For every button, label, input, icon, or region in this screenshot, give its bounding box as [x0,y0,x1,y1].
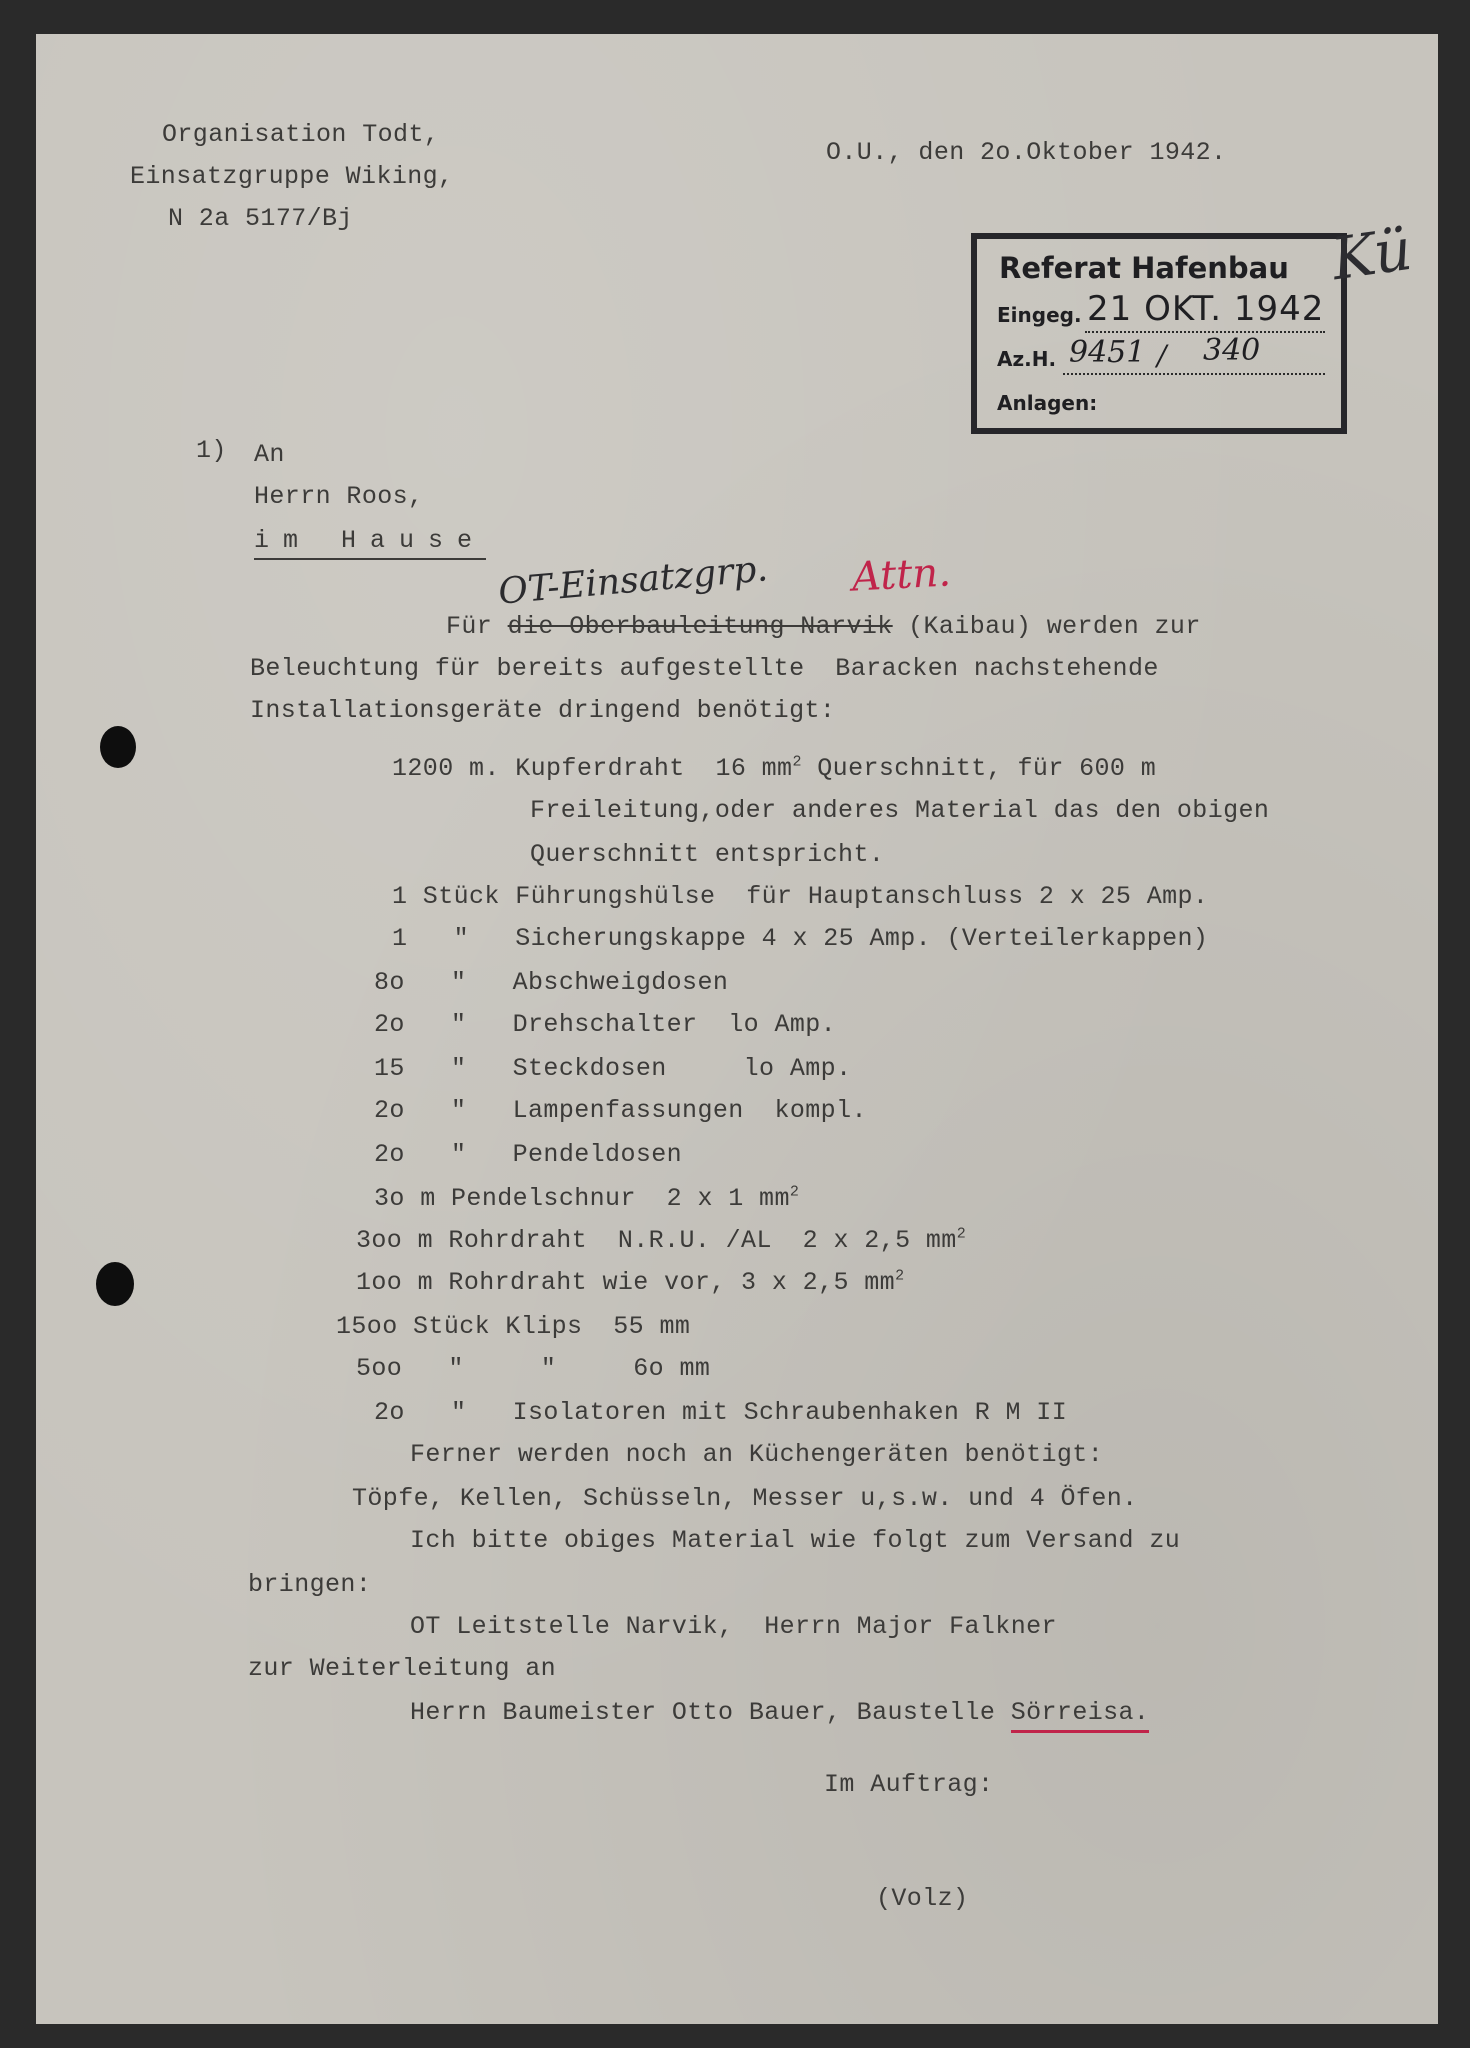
closing-line-7 [410,1698,1149,1728]
intro-line-2: Beleuchtung für bereits aufgestellte Baracken nachstehende [250,654,1159,683]
intro-line-1 [446,612,1201,642]
punch-hole-top [100,726,136,768]
item-row-4: 8o " Abschweigdosen [374,968,729,997]
address-number: 1) [196,436,227,465]
item-row-9-text: 3o m Pendelschnur 2 x 1 mm [374,1184,790,1213]
item-row-1 [392,754,1156,784]
closing-line-7-start: Herrn Baumeister Otto Bauer, Baustelle [410,1698,1011,1727]
intro-struck-text: die Oberbauleitung Narvik [507,612,893,641]
stamp-file-number: 9451 [1069,335,1146,370]
stamp-received-date: 21 OKT. 1942 [1087,289,1325,329]
item-row-1b: Freileitung,oder anderes Material das den obigen [530,796,1270,825]
stamp-file-label: Az.H. [997,347,1057,371]
address-to: An [254,440,285,469]
destination-place: Sörreisa. [1011,1698,1150,1733]
sender-line-1: Organisation Todt, [162,120,440,149]
intro-line-1-end: (Kaibau) werden zur [908,612,1201,641]
item-row-3: 1 " Sicherungskappe 4 x 25 Amp. (Verteilerkappen) [392,924,1209,953]
closing-line-3: Ich bitte obiges Material wie folgt zum Versand zu [410,1526,1181,1555]
item-row-7: 2o " Lampenfassungen kompl. [374,1096,867,1125]
item-row-14: 2o " Isolatoren mit Schraubenhaken R M II [374,1398,1068,1427]
stamp-file-separator: / [1157,339,1167,372]
item-row-5: 2o " Drehschalter lo Amp. [374,1010,837,1039]
signature-per: Im Auftrag: [824,1770,994,1799]
place-date: O.U., den 2o.Oktober 1942. [826,138,1227,167]
received-stamp [971,233,1347,434]
closing-line-6: zur Weiterleitung an [248,1654,557,1683]
item-row-6: 15 " Steckdosen lo Amp. [374,1054,852,1083]
closing-line-2: Töpfe, Kellen, Schüsseln, Messer u,s.w. und 4 Öfen. [352,1484,1138,1513]
letter-page [36,34,1438,2024]
item-row-13: 5oo " " 6o mm [356,1354,711,1383]
item-row-8: 2o " Pendeldosen [374,1140,683,1169]
address-name: Herrn Roos, [254,482,424,511]
margin-initials: Kü [1327,214,1416,294]
item-row-1-superscript: 2 [792,753,802,771]
item-row-2: 1 Stück Führungshülse für Hauptanschluss 2 x 25 Amp. [392,882,1209,911]
item-row-10 [356,1226,966,1256]
item-row-11 [356,1268,905,1298]
item-row-10-superscript: 2 [956,1225,967,1243]
sender-line-2: Einsatzgruppe Wiking, [130,162,454,191]
stamp-title: Referat Hafenbau [999,251,1289,285]
stamp-file-line [1063,373,1325,375]
signature-name: (Volz) [876,1884,969,1913]
item-row-9 [374,1184,799,1214]
item-row-1c: Querschnitt entspricht. [530,840,885,869]
reference-number: N 2a 5177/Bj [168,204,353,233]
stamp-attachments-label: Anlagen: [997,391,1098,415]
closing-line-1: Ferner werden noch an Küchengeräten benötigt: [410,1440,1104,1469]
address-location: im Hause [254,526,486,560]
item-row-11-text: 1oo m Rohrdraht wie vor, 3 x 2,5 mm [356,1268,896,1297]
intro-line-1-start: Für [446,612,493,641]
closing-line-5: OT Leitstelle Narvik, Herrn Major Falkner [410,1612,1057,1641]
handwritten-insert: OT-Einsatzgrp. [496,548,770,613]
item-row-1-end: Querschnitt, für 600 m [801,754,1157,783]
stamp-received-label: Eingeg. [997,303,1082,327]
closing-line-4: bringen: [248,1570,372,1599]
intro-line-3: Installationsgeräte dringend benötigt: [250,696,836,725]
item-row-10-text: 3oo m Rohrdraht N.R.U. /AL 2 x 2,5 mm [356,1226,957,1255]
stamp-file-sub: 340 [1203,333,1261,368]
item-row-12: 15oo Stück Klips 55 mm [336,1312,691,1341]
red-pencil-note: Attn. [850,549,952,601]
punch-hole-bottom [96,1262,134,1306]
item-row-11-superscript: 2 [895,1267,905,1285]
item-row-1-text: 1200 m. Kupferdraht 16 mm [392,754,793,783]
item-row-9-superscript: 2 [789,1183,800,1201]
